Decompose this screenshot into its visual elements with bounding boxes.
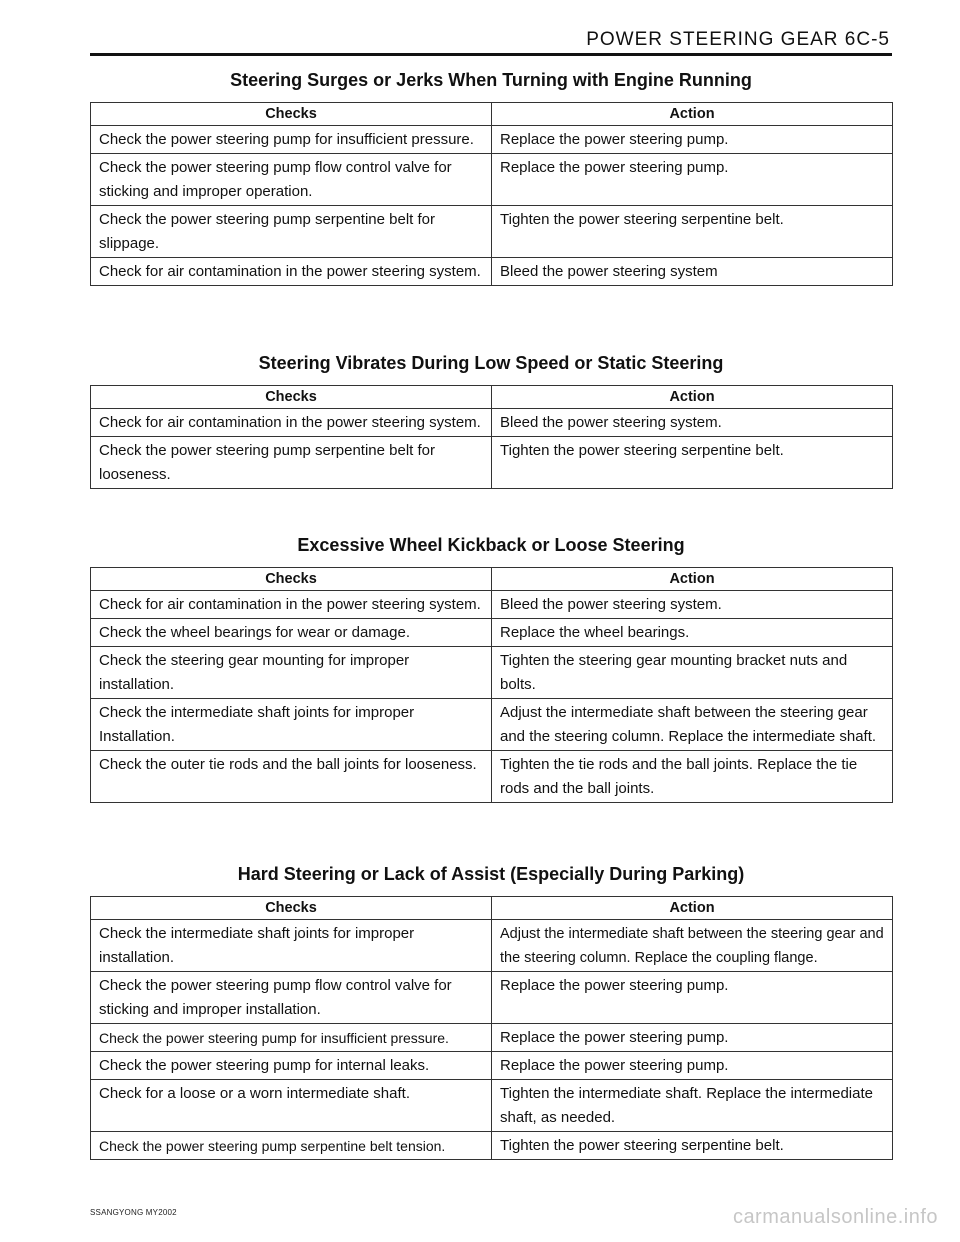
- action-header: Action: [492, 386, 893, 409]
- table-row: [91, 258, 893, 286]
- action-cell: Adjust the intermediate shaft between the steering gear and the steering column. Replace the coupling flange.: [492, 920, 893, 972]
- action-cell: Tighten the power steering serpentine belt.: [492, 206, 893, 258]
- section-hard-steering: [90, 861, 892, 1160]
- action-header: Action: [492, 568, 893, 591]
- table-row: [91, 154, 893, 206]
- action-cell: Replace the power steering pump.: [492, 1052, 893, 1080]
- check-cell: Check the power steering pump flow control valve for sticking and improper installation.: [91, 972, 492, 1024]
- action-cell: Bleed the power steering system: [492, 258, 893, 286]
- table-row: [91, 699, 893, 751]
- check-cell: Check the wheel bearings for wear or damage.: [91, 619, 492, 647]
- check-cell: Check the power steering pump for insufficient pressure.: [91, 1024, 492, 1052]
- diagnosis-table: [90, 385, 893, 489]
- table-row: [91, 647, 893, 699]
- check-cell: Check the power steering pump serpentine belt for looseness.: [91, 437, 492, 489]
- diagnosis-table: [90, 102, 893, 286]
- check-cell: Check the power steering pump for insufficient pressure.: [91, 126, 492, 154]
- check-cell: Check for air contamination in the power steering system.: [91, 258, 492, 286]
- action-cell: Replace the power steering pump.: [492, 154, 893, 206]
- section-steering-vibrates: [90, 350, 892, 489]
- table-row: [91, 751, 893, 803]
- checks-header: Checks: [91, 386, 492, 409]
- page-header-title: POWER STEERING GEAR 6C-5: [586, 29, 890, 50]
- diagnosis-table: [90, 896, 893, 1160]
- checks-header: Checks: [91, 568, 492, 591]
- diagnosis-table: [90, 567, 893, 803]
- check-cell: Check the outer tie rods and the ball joints for looseness.: [91, 751, 492, 803]
- check-cell: Check for a loose or a worn intermediate shaft.: [91, 1080, 492, 1132]
- check-cell: Check the intermediate shaft joints for improper Installation.: [91, 699, 492, 751]
- table-header-row: [91, 103, 893, 126]
- action-cell: Replace the power steering pump.: [492, 126, 893, 154]
- action-cell: Adjust the intermediate shaft between the steering gear and the steering column. Replace the intermediate shaft.: [492, 699, 893, 751]
- section-title: Excessive Wheel Kickback or Loose Steering: [297, 535, 685, 555]
- table-row: [91, 409, 893, 437]
- table-header-row: [91, 568, 893, 591]
- action-cell: Tighten the power steering serpentine belt.: [492, 1132, 893, 1160]
- check-cell: Check the power steering pump flow control valve for sticking and improper operation.: [91, 154, 492, 206]
- action-cell: Tighten the steering gear mounting bracket nuts and bolts.: [492, 647, 893, 699]
- section-steering-surges: [90, 67, 892, 286]
- checks-header: Checks: [91, 897, 492, 920]
- check-cell: Check the intermediate shaft joints for improper installation.: [91, 920, 492, 972]
- check-cell: Check the steering gear mounting for improper installation.: [91, 647, 492, 699]
- check-cell: Check the power steering pump serpentine belt tension.: [91, 1132, 492, 1160]
- table-row: [91, 1024, 893, 1052]
- table-row: [91, 1132, 893, 1160]
- action-cell: Bleed the power steering system.: [492, 409, 893, 437]
- action-header: Action: [492, 103, 893, 126]
- action-cell: Replace the wheel bearings.: [492, 619, 893, 647]
- action-cell: Replace the power steering pump.: [492, 972, 893, 1024]
- check-cell: Check the power steering pump serpentine belt for slippage.: [91, 206, 492, 258]
- section-title: Hard Steering or Lack of Assist (Especially During Parking): [237, 864, 745, 884]
- table-header-row: [91, 897, 893, 920]
- table-row: [91, 1052, 893, 1080]
- check-cell: Check for air contamination in the power steering system.: [91, 591, 492, 619]
- action-cell: Tighten the tie rods and the ball joints. Replace the tie rods and the ball joints.: [492, 751, 893, 803]
- table-header-row: [91, 386, 893, 409]
- section-wheel-kickback: [90, 532, 892, 803]
- watermark: carmanualsonline.info: [732, 1206, 938, 1228]
- section-title: Steering Surges or Jerks When Turning with Engine Running: [230, 70, 752, 90]
- table-row: [91, 126, 893, 154]
- table-row: [91, 206, 893, 258]
- table-row: [91, 972, 893, 1024]
- action-cell: Bleed the power steering system.: [492, 591, 893, 619]
- action-cell: Tighten the intermediate shaft. Replace the intermediate shaft, as needed.: [492, 1080, 893, 1132]
- action-cell: Replace the power steering pump.: [492, 1024, 893, 1052]
- footer-model-code: SSANGYONG MY2002: [90, 1208, 177, 1217]
- table-row: [91, 1080, 893, 1132]
- action-cell: Tighten the power steering serpentine belt.: [492, 437, 893, 489]
- check-cell: Check the power steering pump for internal leaks.: [91, 1052, 492, 1080]
- header-rule: [90, 53, 892, 56]
- table-row: [91, 619, 893, 647]
- table-row: [91, 591, 893, 619]
- table-row: [91, 437, 893, 489]
- action-header: Action: [492, 897, 893, 920]
- checks-header: Checks: [91, 103, 492, 126]
- check-cell: Check for air contamination in the power steering system.: [91, 409, 492, 437]
- table-row: [91, 920, 893, 972]
- section-title: Steering Vibrates During Low Speed or Static Steering: [258, 353, 724, 373]
